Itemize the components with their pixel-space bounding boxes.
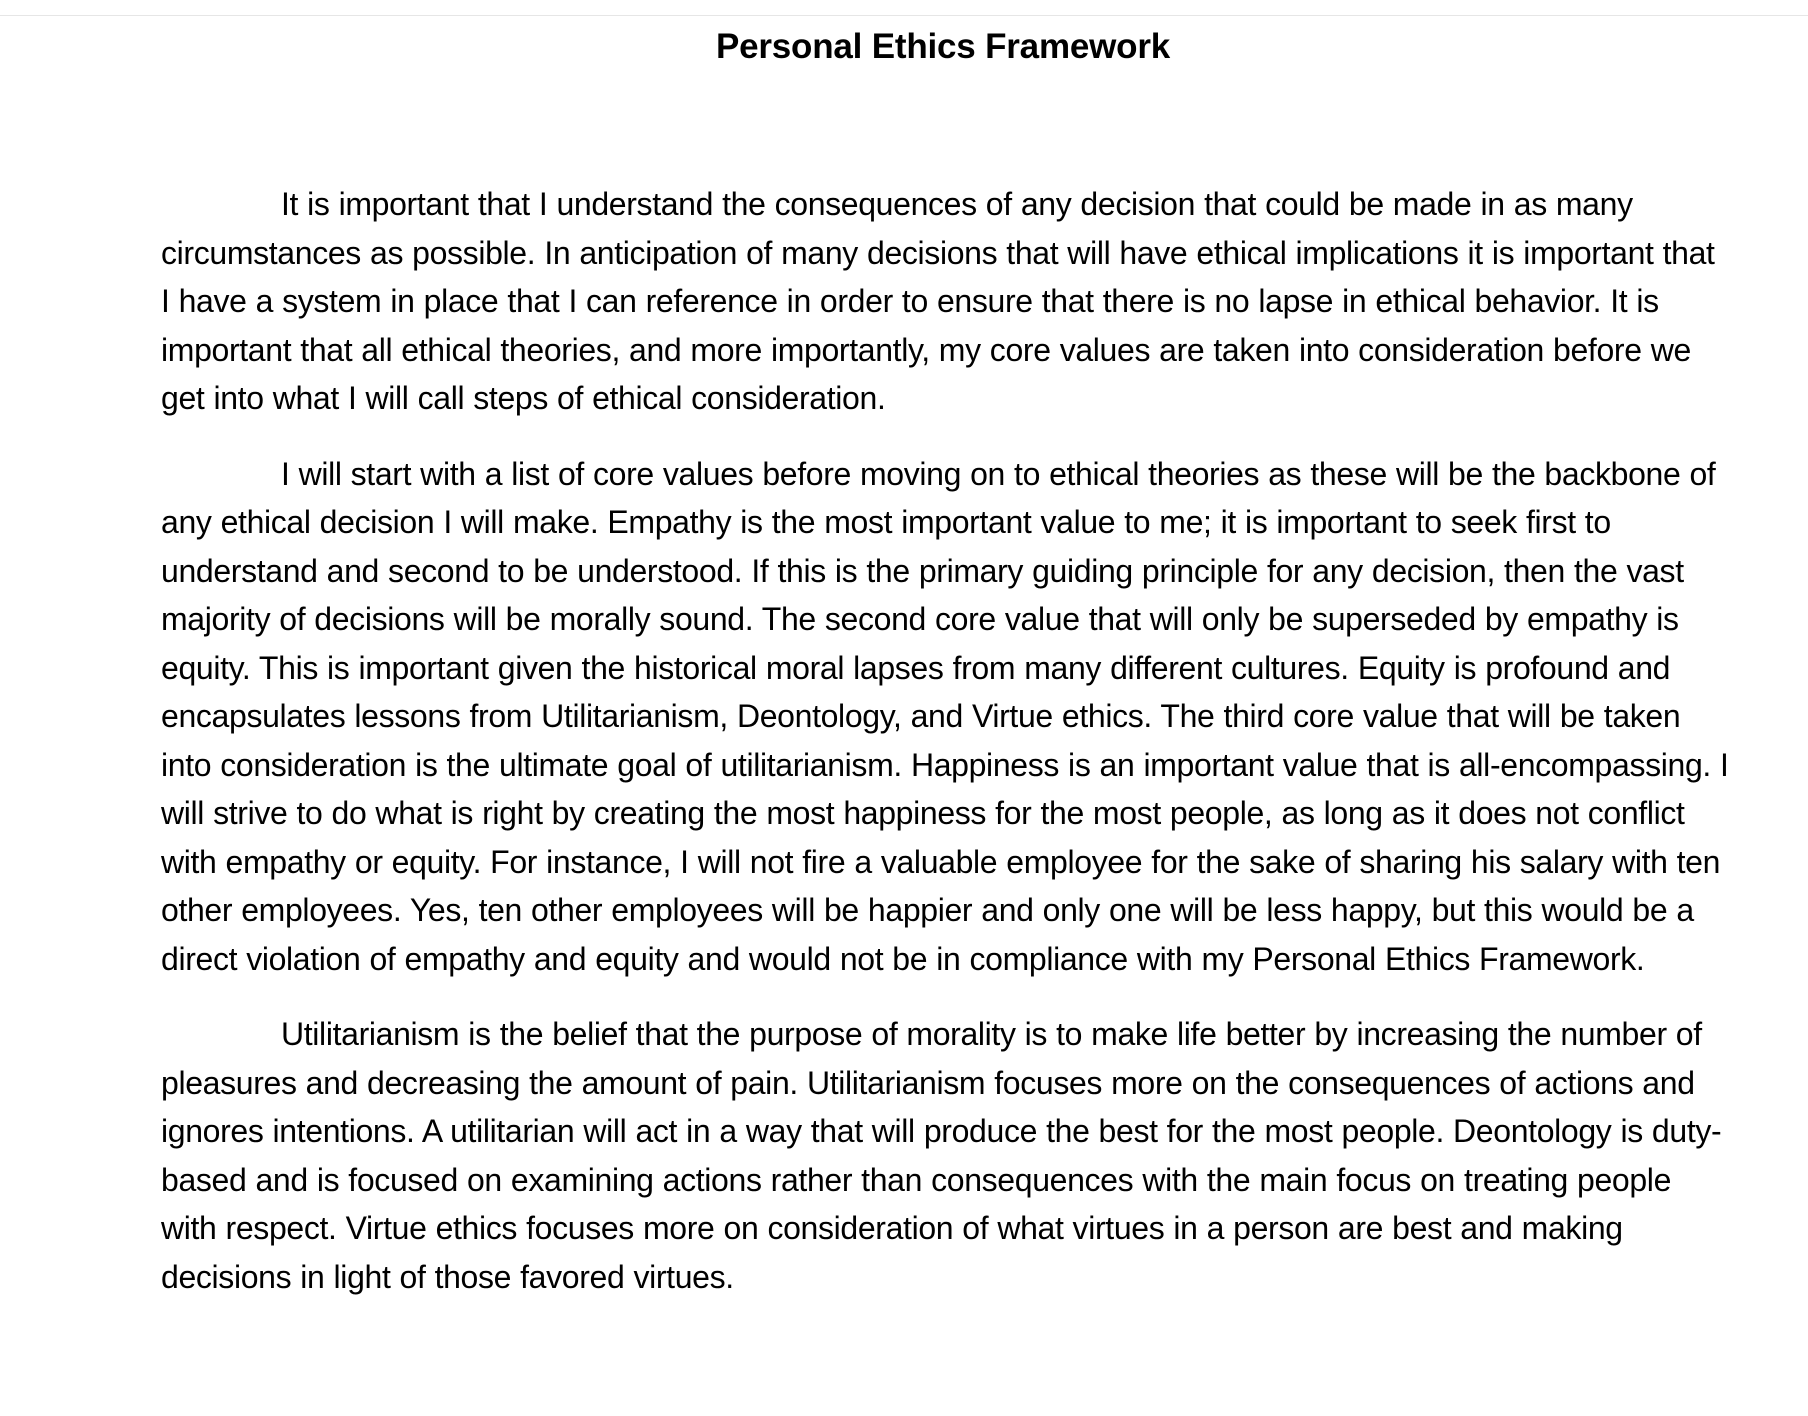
document-title: Personal Ethics Framework: [715, 27, 1171, 66]
paragraph-core-values: I will start with a list of core values before moving on to ethical theories as these will be the backbone of any ethical decision I will make. Empathy is the most important value to me; it is important to seek first to understand and second to be understood. If this is the primary guiding principle for any decision, then the vast majority of decisions will be morally sound. The second core value that will only be superseded by empathy is equity. This is important given the historical moral lapses from many different cultures. Equity is profound and encapsulates lessons from Utilitarianism, Deontology, and Virtue ethics. The third core value that will be taken into consideration is the ultimate goal of utilitarianism. Happiness is an important value that is all-encompassing. I will strive to do what is right by creating the most happiness for the most people, as long as it does not conflict with empathy or equity. For instance, I will not fire a valuable employee for the sake of sharing his salary with ten other employees. Yes, ten other employees will be happier and only one will be less happy, but this would be a direct violation of empathy and equity and would not be in compliance with my Personal Ethics Framework.: [161, 455, 1729, 977]
paragraph-ethical-theories: Utilitarianism is the belief that the purpose of morality is to make life better by increasing the number of pleasures and decreasing the amount of pain. Utilitarianism focuses more on the consequences of actions and ignores intentions. A utilitarian will act in a way that will produce the best for the most people. Deontology is duty-based and is focused on examining actions rather than consequences with the main focus on treating people with respect. Virtue ethics focuses more on consideration of what virtues in a person are best and making decisions in light of those favored virtues.: [161, 1016, 1722, 1295]
paragraph-introduction: It is important that I understand the consequences of any decision that could be made in as many circumstances as possible. In anticipation of many decisions that will have ethical implications it is important that I have a system in place that I can reference in order to ensure that there is no lapse in ethical behavior. It is important that all ethical theories, and more importantly, my core values are taken into consideration before we get into what I will call steps of ethical consideration.: [161, 186, 1715, 416]
document-body: [161, 180, 1731, 1328]
